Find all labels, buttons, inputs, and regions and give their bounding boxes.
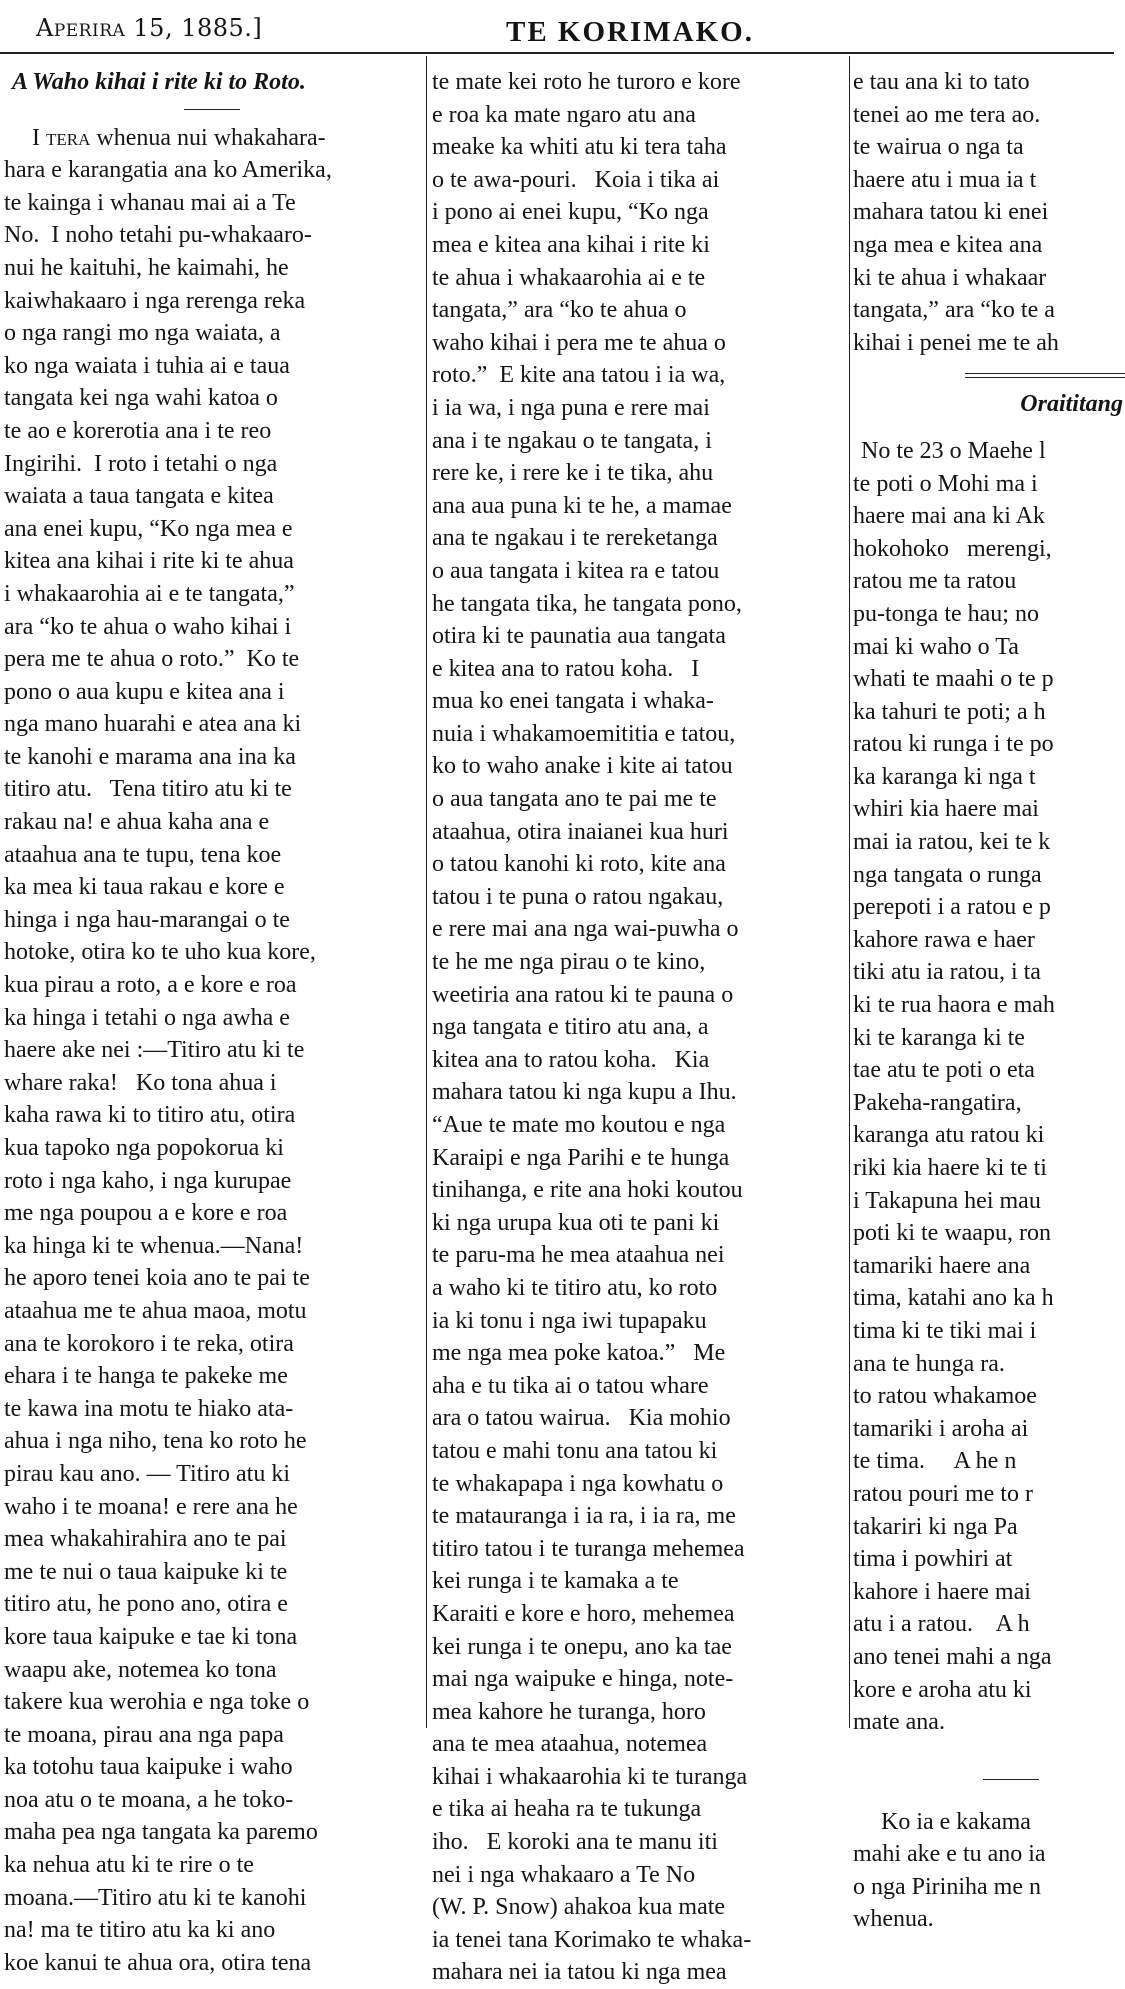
text-line: mea kahore he turanga, horo <box>432 1698 706 1725</box>
text-line: waiata a taua tangata e kitea <box>4 483 274 510</box>
text-line: tamariki haere ana <box>853 1252 1031 1279</box>
text-line: ki te ahua i whakaar <box>853 264 1047 291</box>
text-line: ka hinga i tetahi o nga awha e <box>4 1004 290 1031</box>
text-line: haere ake nei :—Titiro atu ki te <box>4 1037 305 1064</box>
text-line: tenei ao me tera ao. <box>853 101 1041 128</box>
text-line: Ingirihi. I roto i tetahi o nga <box>4 450 278 477</box>
text-line: ahua i nga niho, tena ko roto he <box>4 1428 307 1455</box>
text-line: e roa ka mate ngaro atu ana <box>432 101 696 128</box>
text-line: kitea ana to ratou koha. Kia <box>432 1046 710 1073</box>
text-line: he aporo tenei koia ano te pai te <box>4 1265 310 1292</box>
text-line: te kawa ina motu te hiako ata- <box>4 1395 294 1422</box>
text-line: i whakaarohia ai e te tangata,” <box>4 580 295 607</box>
text-line: kihai i penei me te ah <box>853 329 1059 356</box>
text-line: me nga mea poke katoa.” Me <box>432 1340 726 1367</box>
text-line: tatou e mahi tonu ana tatou ki <box>432 1437 718 1464</box>
text-line: I tera whenua nui whakahara- <box>32 124 326 151</box>
text-line: nga mea e kitea ana <box>853 231 1043 258</box>
text-line: mua ko enei tangata i whaka- <box>432 688 714 715</box>
text-line: kaiwhakaaro i nga rerenga reka <box>4 287 306 314</box>
text-line: ko to waho anake i kite ai tatou <box>432 753 733 780</box>
column-2 <box>432 66 846 1986</box>
text-line: titiro tatou i te turanga mehemea <box>432 1535 745 1562</box>
text-line: te mate kei roto he turoro e kore <box>432 69 741 95</box>
text-line: na! ma te titiro atu ka ki ano <box>4 1917 276 1944</box>
text-line: ataahua ana te tupu, tena koe <box>4 841 282 868</box>
text-line: Pakeha-rangatira, <box>853 1089 1022 1116</box>
text-line: tiki atu ia ratou, i ta <box>853 959 1041 986</box>
text-line: kei runga i te kamaka a te <box>432 1568 679 1595</box>
text-line: mai ki waho o Ta <box>853 633 1019 660</box>
text-line: mahara tatou ki enei <box>853 199 1049 226</box>
text-line: whare raka! Ko tona ahua i <box>4 1069 277 1096</box>
text-line: mea whakahirahira ano te pai <box>4 1526 287 1553</box>
text-line: te ahua i whakaarohia ai e te <box>432 264 706 291</box>
text-line: hinga i nga hau-marangai o te <box>4 906 290 933</box>
text-line: poti ki te waapu, ron <box>853 1220 1051 1247</box>
news-article-body <box>853 435 1123 1739</box>
text-line: haere atu i mua ia t <box>853 166 1037 193</box>
article-body-continued <box>853 66 1123 359</box>
text-line: perepoti i a ratou e p <box>853 894 1051 921</box>
text-line: No. I noho tetahi pu-whakaaro- <box>4 222 312 249</box>
text-line: ki nga urupa kua oti te pani ki <box>432 1209 720 1236</box>
text-line: pono o aua kupu e kitea ana i <box>4 678 285 705</box>
text-line: ki te karanga ki te <box>853 1024 1025 1051</box>
text-line: tangata,” ara “ko te a <box>853 297 1055 324</box>
text-line: iho. E koroki ana te manu iti <box>432 1829 718 1856</box>
text-line: tatou i te puna o ratou ngakau, <box>432 883 724 910</box>
text-line: ana i te ngakau o te tangata, i <box>432 427 712 454</box>
text-line: mahi ake e tu ano ia <box>853 1841 1046 1868</box>
text-line: Karaipi e nga Parihi e te hunga <box>432 1144 730 1171</box>
text-line: whati te maahi o te p <box>853 666 1054 693</box>
text-line: ko nga waiata i tuhia ai e taua <box>4 352 290 379</box>
text-line: aha e tu tika ai o tatou whare <box>432 1372 709 1399</box>
section-divider <box>965 373 1125 378</box>
text-line: nui he kaituhi, he kaimahi, he <box>4 254 289 281</box>
text-line: te kainga i whanau mai ai a Te <box>4 189 296 216</box>
text-line: roto i nga kaho, i nga kurupae <box>4 1167 292 1194</box>
text-line: tima ki te tiki mai i <box>853 1317 1037 1344</box>
text-line: ana aua puna ki te he, a mamae <box>432 492 732 519</box>
text-line: haere mai ana ki Ak <box>853 503 1045 530</box>
text-line: ehara i te hanga te pakeke me <box>4 1363 288 1390</box>
next-article-body <box>853 1806 1123 1936</box>
text-line: te kanohi e marama ana ina ka <box>4 743 296 770</box>
text-line: mahara nei ia tatou ki nga mea <box>432 1959 727 1986</box>
text-line: mate ana. <box>853 1709 945 1736</box>
text-line: ana te hunga ra. <box>853 1350 1005 1377</box>
text-line: ataahua me te ahua maoa, motu <box>4 1297 307 1324</box>
text-line: kei runga i te onepu, ano ka tae <box>432 1633 732 1660</box>
text-line: otira ki te paunatia aua tangata <box>432 623 726 650</box>
text-line: takere kua werohia e nga toke o <box>4 1689 310 1716</box>
text-line: i ia wa, i nga puna e rere mai <box>432 394 710 421</box>
text-line: i pono ai enei kupu, “Ko nga <box>432 199 709 226</box>
text-line: kore taua kaipuke e tae ki tona <box>4 1623 298 1650</box>
text-line: ana enei kupu, “Ko nga mea e <box>4 515 293 542</box>
text-line: to ratou whakamoe <box>853 1383 1037 1410</box>
text-line: Karaiti e kore e horo, mehemea <box>432 1600 735 1627</box>
text-line: he tangata tika, he tangata pono, <box>432 590 742 617</box>
text-line: ana te mea ataahua, notemea <box>432 1731 708 1758</box>
text-line: pirau kau ano. — Titiro atu ki <box>4 1460 290 1487</box>
text-line: te he me nga pirau o te kino, <box>432 949 706 976</box>
text-line: mea e kitea ana kihai i rite ki <box>432 231 710 258</box>
text-line: whiri kia haere mai <box>853 796 1039 823</box>
text-line: e kitea ana to ratou koha. I <box>432 655 700 682</box>
text-line: ana te ngakau i te rereketanga <box>432 525 718 552</box>
text-line: ia ki tonu i nga iwi tupapaku <box>432 1307 707 1334</box>
text-line: tangata kei nga wahi katoa o <box>4 385 278 412</box>
text-line: kore e aroha atu ki <box>853 1676 1032 1703</box>
text-line: waapu ake, notemea ko tona <box>4 1656 277 1683</box>
newspaper-title: TE KORIMAKO. <box>506 16 754 48</box>
text-line: koe kanui te ahua ora, otira tena <box>4 1949 312 1976</box>
text-line: a waho ki te titiro atu, ko roto <box>432 1274 718 1301</box>
text-line: kaha rawa ki to titiro atu, otira <box>4 1102 296 1129</box>
text-line: o nga rangi mo nga waiata, a <box>4 320 281 347</box>
text-line: ka totohu taua kaipuke i waho <box>4 1754 293 1781</box>
text-line: nga mano huarahi e atea ana ki <box>4 711 302 738</box>
text-line: nei i nga whakaaro a Te No <box>432 1861 696 1888</box>
text-line: “Aue te mate mo koutou e nga <box>432 1112 726 1138</box>
text-line: tamariki i aroha ai <box>853 1415 1029 1442</box>
column-divider <box>849 56 850 1728</box>
text-line: ara o tatou wairua. Kia mohio <box>432 1405 731 1432</box>
text-line: te moana, pirau ana nga papa <box>4 1721 284 1748</box>
text-line: mai ia ratou, kei te k <box>853 829 1051 856</box>
text-line: e tika ai heaha ra te tukunga <box>432 1796 702 1823</box>
text-line: o tatou kanohi ki roto, kite ana <box>432 851 726 878</box>
text-line: hokohoko merengi, <box>853 535 1052 562</box>
text-line: ia tenei tana Korimako te whaka- <box>432 1926 752 1953</box>
text-line: ka karanga ki nga t <box>853 763 1036 790</box>
text-line: ataahua, otira inaianei kua huri <box>432 818 729 845</box>
article-body-continued <box>432 66 846 1989</box>
section-title: Oraititang <box>1020 391 1123 418</box>
text-line: takariri ki nga Pa <box>853 1513 1018 1540</box>
text-line: o nga Piriniha me n <box>853 1873 1041 1900</box>
text-line: te matauranga i ia ra, i ia ra, me <box>432 1503 736 1530</box>
text-line: o te awa-pouri. Koia i tika ai <box>432 166 720 193</box>
text-line: kua pirau a roto, a e kore e roa <box>4 972 297 999</box>
text-line: hotoke, otira ko te uho kua kore, <box>4 939 316 966</box>
text-line: meake ka whiti atu ki tera taha <box>432 134 727 161</box>
text-line: tangata,” ara “ko te ahua o <box>432 297 687 324</box>
text-line: ka nehua atu ki te rire o te <box>4 1852 254 1879</box>
text-line: ratou pouri me to r <box>853 1480 1033 1507</box>
text-line: noa atu o te moana, a he toko- <box>4 1786 294 1813</box>
text-line: te poti o Mohi ma i <box>853 470 1038 497</box>
text-line: No te 23 o Maehe l <box>861 437 1046 464</box>
text-line: ara “ko te ahua o waho kihai i <box>4 613 292 640</box>
text-line: te wairua o nga ta <box>853 134 1024 161</box>
text-line: kahore i haere mai <box>853 1578 1031 1605</box>
text-line: te paru-ma he mea ataahua nei <box>432 1242 725 1269</box>
text-line: i Takapuna hei mau <box>853 1187 1041 1214</box>
text-line: o aua tangata ano te pai me te <box>432 786 717 813</box>
text-line: Ko ia e kakama <box>881 1808 1031 1835</box>
short-divider <box>983 1779 1039 1780</box>
page-header <box>0 0 1114 54</box>
column-1 <box>4 66 420 1976</box>
text-line: ana te korokoro i te reka, otira <box>4 1330 294 1357</box>
text-line: mai nga waipuke e hinga, note- <box>432 1666 734 1693</box>
text-line: tinihanga, e rite ana hoki koutou <box>432 1177 743 1204</box>
text-line: maha pea nga tangata ka paremo <box>4 1819 318 1846</box>
text-line: riki kia haere ki te ti <box>853 1155 1047 1181</box>
text-line: karanga atu ratou ki <box>853 1122 1045 1149</box>
text-line: te tima. A he n <box>853 1448 1017 1475</box>
text-line: ki te rua haora e mah <box>853 992 1055 1019</box>
column-3 <box>853 66 1123 1933</box>
text-line: (W. P. Snow) ahakoa kua mate <box>432 1894 726 1921</box>
title-rule <box>184 109 240 110</box>
text-line: kihai i whakaarohia ki te turanga <box>432 1763 748 1790</box>
text-line: kitea ana kihai i rite ki te ahua <box>4 548 294 575</box>
text-line: o aua tangata i kitea ra e tatou <box>432 557 720 584</box>
text-line: tima, katahi ano ka h <box>853 1285 1054 1312</box>
text-line: pu-tonga te hau; no <box>853 600 1039 627</box>
text-line: kua tapoko nga popokorua ki <box>4 1135 284 1161</box>
text-line: tima i powhiri at <box>853 1546 1013 1573</box>
text-line: nuia i whakamoemititia e tatou, <box>432 720 736 747</box>
text-line: rere ke, i rere ke i te tika, ahu <box>432 460 714 487</box>
text-line: ratou me ta ratou <box>853 568 1017 595</box>
text-line: titiro atu. Tena titiro atu ki te <box>4 776 292 803</box>
column-divider <box>426 56 427 1728</box>
article-body <box>4 122 420 1980</box>
text-line: mahara tatou ki nga kupu a Ihu. <box>432 1079 737 1106</box>
text-line: ano tenei mahi a nga <box>853 1643 1052 1670</box>
text-line: rakau na! e ahua kaha ana e <box>4 809 270 836</box>
text-line: roto.” E kite ana tatou i ia wa, <box>432 362 726 389</box>
text-line: ka hinga ki te whenua.—Nana! <box>4 1232 304 1259</box>
text-line: me nga poupou a e kore e roa <box>4 1200 288 1227</box>
text-line: ratou ki runga i te po <box>853 731 1054 758</box>
text-line: hara e karangatia ana ko Amerika, <box>4 157 332 184</box>
text-line: e tau ana ki to tato <box>853 69 1030 95</box>
text-line: tae atu te poti o eta <box>853 1057 1035 1084</box>
text-line: waho i te moana! e rere ana he <box>4 1493 298 1520</box>
text-line: nga tangata o runga <box>853 861 1042 888</box>
text-line: me te nui o taua kaipuke ki te <box>4 1558 288 1585</box>
text-line: atu i a ratou. A h <box>853 1611 1030 1638</box>
text-line: nga tangata e titiro atu ana, a <box>432 1014 709 1041</box>
text-line: te whakapapa i nga kowhatu o <box>432 1470 724 1497</box>
issue-date: Aperira 15, 1885.] <box>36 14 263 42</box>
text-line: e rere mai ana nga wai-puwha o <box>432 916 739 943</box>
text-line: waho kihai i pera me te ahua o <box>432 329 726 356</box>
text-line: pera me te ahua o roto.” Ko te <box>4 646 300 673</box>
text-line: titiro atu, he pono ano, otira e <box>4 1591 288 1618</box>
text-line: ka mea ki taua rakau e kore e <box>4 874 285 901</box>
text-line: kahore rawa e haer <box>853 926 1035 953</box>
text-line: moana.—Titiro atu ki te kanohi <box>4 1884 307 1911</box>
text-line: te ao e korerotia ana i te reo <box>4 417 272 444</box>
article-title: A Waho kihai i rite ki to Roto. <box>12 69 306 95</box>
text-line: weetiria ana ratou ki te pauna o <box>432 981 734 1008</box>
text-line: whenua. <box>853 1906 934 1933</box>
text-line: ka tahuri te poti; a h <box>853 698 1046 725</box>
